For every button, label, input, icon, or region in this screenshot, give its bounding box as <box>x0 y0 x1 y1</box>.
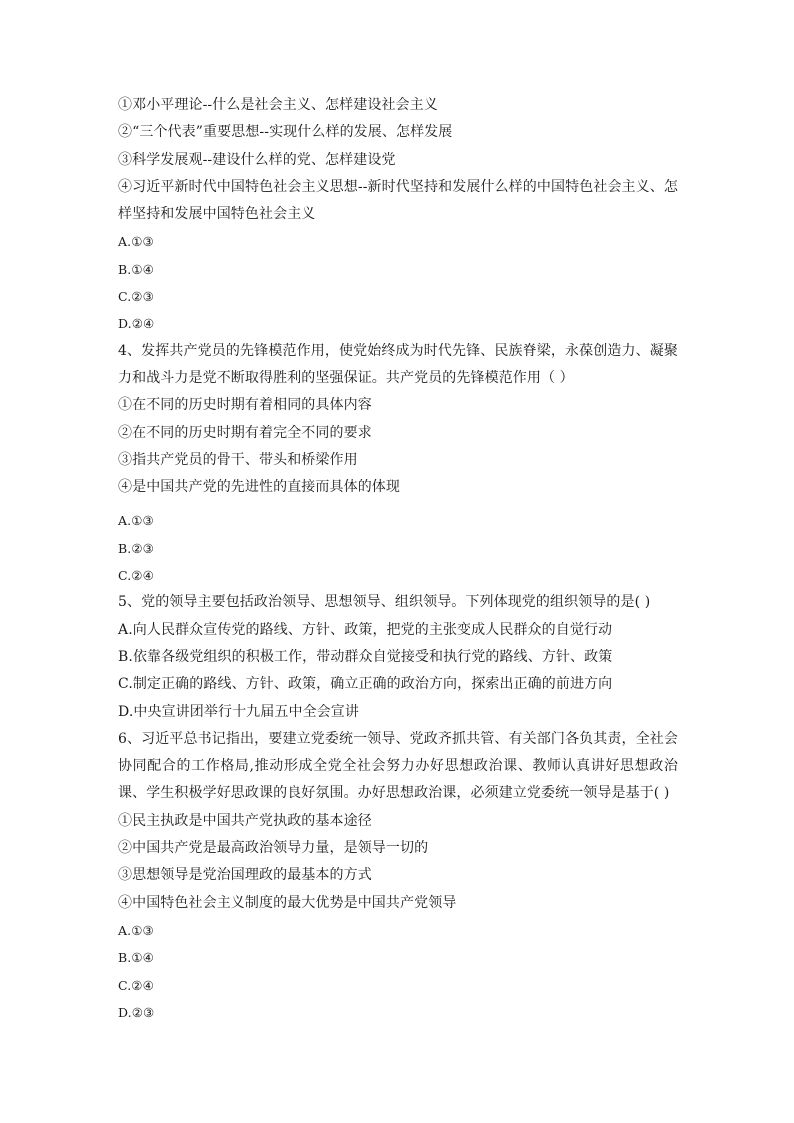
q3-item-2: ②“三个代表”重要思想--实现什么样的发展、怎样发展 <box>118 124 453 141</box>
q4-item-4: ④是中国共产党的先进性的直接而具体的体现 <box>118 479 400 496</box>
question-5 <box>118 589 678 725</box>
q5-option-d: D.中央宣讲团举行十九届五中全会宣讲 <box>118 703 359 720</box>
q3-option-a: A.①③ <box>118 234 154 250</box>
q4-stem: 4、发挥共产党员的先锋模范作用，使党始终成为时代先锋、民族脊梁，永葆创造力、凝聚力和战斗力是党不断取得胜利的坚强保证。共产党员的先锋模范作用（ ） <box>118 342 678 386</box>
q3-item-1: ①邓小平理论--什么是社会主义、怎样建设社会主义 <box>118 97 438 113</box>
question-6 <box>118 726 678 1026</box>
q6-item-4: ④中国特色社会主义制度的最大优势是中国共产党领导 <box>118 894 457 911</box>
q5-option-b: B.依靠各级党组织的积极工作，带动群众自觉接受和执行党的路线、方针、政策 <box>118 648 613 665</box>
q5-option-a: A.向人民群众宣传党的路线、方针、政策，把党的主张变成人民群众的自觉行动 <box>118 621 613 638</box>
q3-option-b: B.①④ <box>118 261 154 277</box>
q6-option-d: D.②③ <box>118 1004 155 1020</box>
q6-stem: 6、习近平总书记指出，要建立党委统一领导、党政齐抓共管、有关部门各负其责，全社会协同配合的工作格局,推动形成全党全社会努力办好思想政治课、教师认真讲好思想政治课、学生积极学好思政课的良好氛围。办好思想政治课，必须建立党委统一领导是基于( ) <box>118 730 678 802</box>
exam-page <box>118 92 678 1026</box>
question-3 <box>118 92 678 338</box>
q4-item-1: ①在不同的历史时期有着相同的具体内容 <box>118 397 372 414</box>
q4-option-a: A.①③ <box>118 513 154 529</box>
q3-item-4: ④习近平新时代中国特色社会主义思想--新时代坚持和发展什么样的中国特色社会主义、怎样坚持和发展中国特色社会主义 <box>118 178 678 223</box>
q5-stem: 5、党的领导主要包括政治领导、思想领导、组织领导。下列体现党的组织领导的是( ) <box>118 594 651 611</box>
q6-item-1: ①民主执政是中国共产党执政的基本途径 <box>118 812 372 829</box>
question-4 <box>118 338 678 590</box>
q3-option-d: D.②④ <box>118 316 155 332</box>
q3-option-c: C.②③ <box>118 289 154 305</box>
q6-option-c: C.②④ <box>118 977 154 993</box>
q4-item-2: ②在不同的历史时期有着完全不同的要求 <box>118 424 372 441</box>
q3-item-3: ③科学发展观--建设什么样的党、怎样建设党 <box>118 151 396 168</box>
q5-option-c: C.制定正确的路线、方针、政策，确立正确的政治方向，探索出正确的前进方向 <box>118 676 613 693</box>
q4-item-3: ③指共产党员的骨干、带头和桥梁作用 <box>118 451 358 468</box>
q6-item-3: ③思想领导是党治国理政的最基本的方式 <box>118 867 372 884</box>
q4-option-b: B.②③ <box>118 540 154 556</box>
q4-option-c: C.②④ <box>118 568 154 584</box>
q6-option-a: A.①③ <box>118 922 154 938</box>
q6-option-b: B.①④ <box>118 950 154 966</box>
q6-item-2: ②中国共产党是最高政治领导力量，是领导一切的 <box>118 840 429 857</box>
